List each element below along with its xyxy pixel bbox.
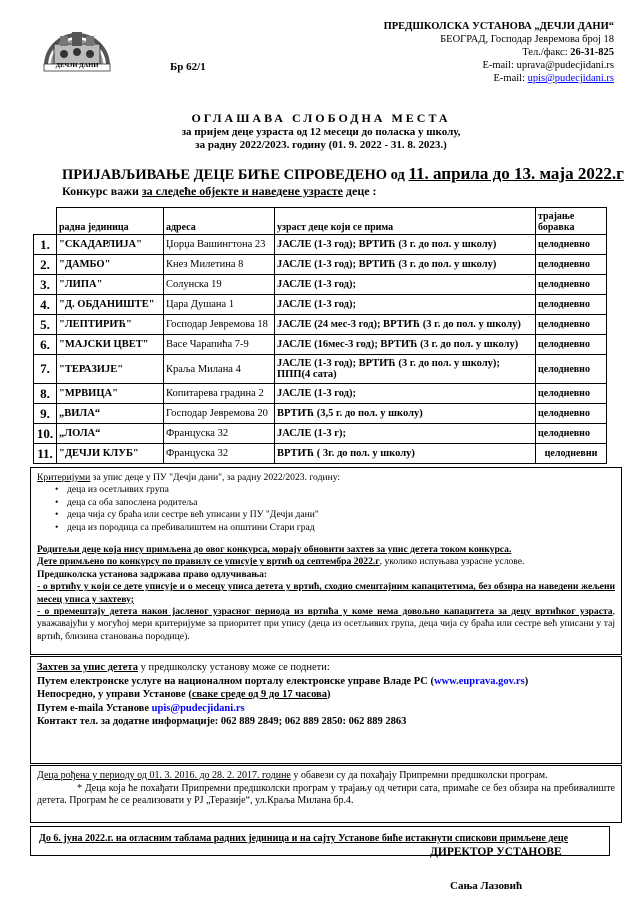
row-unit: „ВИЛА“ [57,404,164,424]
criteria-right-2-underlined: - о премештају детета након јасленог узрасног периода из вртића у коме нема довољно капацитета за децу вртићког узраста [37,606,613,618]
email1-address: uprava@pudecjidani.rs [516,60,614,71]
phone-line [384,46,614,59]
submission-title-rest: у предшколску установу може се поднети: [137,662,330,673]
table-header-unit: радна јединица [57,208,164,235]
row-unit: „ЛОЛА“ [57,424,164,444]
upis-email-link[interactable]: upis@pudecjidani.rs [151,702,245,714]
row-age: ЈАСЛЕ (1-3 г); [275,424,536,444]
table-row [34,235,607,255]
row-address: Господар Јевремова 18 [164,315,275,335]
row-age-line1: ЈАСЛЕ (1-3 год); ВРТИЋ (3 г. до пол. у школу); [277,358,500,369]
criteria-right-1 [37,581,615,606]
submission-line-contact: Контакт тел. за додатне информације: 062 889 2849; 062 889 2850: 062 889 2863 [37,716,407,727]
registration-period [62,164,624,184]
submission-line-email [37,702,615,716]
table-row [34,384,607,404]
table-row [34,255,607,275]
list-item: • деца из породица са пребивалиштем на општини Стари град [67,522,615,534]
row-duration: целодневно [536,424,607,444]
row-unit: "МРВИЦА" [57,384,164,404]
row-number: 3. [34,275,57,295]
row-number: 6. [34,335,57,355]
criteria-list [37,484,615,534]
row-number: 8. [34,384,57,404]
program-underlined: Деца рођена у периоду од 01. 3. 2016. до 28. 2. 2017. године [37,770,291,781]
registration-text: ПРИЈАВЉИВАЊЕ ДЕЦЕ БИЋЕ СПРОВЕДЕНО од [62,167,409,183]
criteria-right-2-rest: , уважавајући у могућој мери критеријуме за приоритет при упису (деца из осетљивих група, деца чија су браћа или сестре већ уписани у тај вртић, близина становања породице). [37,606,615,642]
row-duration: целодневно [536,355,607,384]
program-box [30,765,622,823]
table-header-address: адреса [164,208,275,235]
row-unit: "ДЕЧЈИ КЛУБ" [57,444,164,464]
portal-text: Путем електронске услуге на националном порталу електронске управе Владе РС ( [37,675,434,687]
row-age-line2: ППП(4 сата) [277,369,337,380]
row-age: ЈАСЛЕ (1-3 год); ВРТИЋ (3 г. до пол. у школу) [275,235,536,255]
row-address: Француска 32 [164,424,275,444]
row-duration: целодневно [536,384,607,404]
criteria-enrollment-underlined: Дете примљено по конкурсу по правилу се уписује у вртић од септембра 2022.г [37,556,380,568]
row-address: Француска 32 [164,444,275,464]
row-address: Цара Душана 1 [164,295,275,315]
table-row [34,315,607,335]
euprava-link[interactable]: www.euprava.gov.rs [433,675,525,687]
program-line1 [37,770,615,783]
row-number: 9. [34,404,57,424]
criteria-title [37,472,615,484]
logo-text: ДЕЧЈИ ДАНИ [55,62,99,69]
portal-end: ) [524,675,529,687]
row-unit: "Д. ОБДАНИШТЕ" [57,295,164,315]
row-age: ЈАСЛЕ (1-3 год); [275,295,536,315]
table-row [34,444,607,464]
page-title: ОГЛАШАВА СЛОБОДНА МЕСТА [191,111,451,125]
row-address: Господар Јевремова 20 [164,404,275,424]
subtitle-line2: за радну 2022/2023. годину (01. 9. 2022 - 31. 8. 2023.) [195,139,447,151]
row-unit: "ТЕРАЗИЈЕ" [57,355,164,384]
row-age: ЈАСЛЕ (24 мес-3 год); ВРТИЋ (3 г. до пол. у школу) [275,315,536,335]
criteria-right-1-text: - о вртићу у који се дете уписује и о месецу уписа детета у вртић, сходно смештајним капацитетима, без обзира на наведени жељени месец уписа у захтеву; [37,581,615,605]
row-duration: целодневно [536,235,607,255]
email1-line [384,59,614,72]
email1-label: E-mail: [482,60,517,71]
table-row [34,355,607,384]
table-header-age: узраст деце који се прима [275,208,536,235]
table-row [34,295,607,315]
row-number: 10. [34,424,57,444]
row-number: 11. [34,444,57,464]
submission-box [30,656,622,764]
criteria-box [30,467,622,655]
direct-end: ) [326,689,331,700]
table-header-duration: трајање боравка [536,208,607,235]
row-unit: "ЛИПА" [57,275,164,295]
criteria-renewal-text: Родитељи деце која нису примљена до овог конкурса, морају обновити захтев за упис детета током конкурса. [37,544,512,556]
row-age: ЈАСЛЕ (1-3 год); ВРТИЋ (3 г. до пол. у школу) [275,255,536,275]
table-row [34,404,607,424]
row-age-multiline [275,355,536,384]
row-address: Џорџа Вашингтона 23 [164,235,275,255]
row-address: Краља Милана 4 [164,355,275,384]
row-age: ВРТИЋ ( 3г. до пол. у школу) [275,444,536,464]
document-number: Бр 62/1 [170,61,206,73]
email2-link[interactable]: upis@pudecjidani.rs [527,73,614,84]
row-address: Копитарева градина 2 [164,384,275,404]
director-signature: Сања Лазовић [450,880,523,892]
subtitle-line1: за пријем деце узраста од 12 месеци до поласка у школу, [181,126,461,138]
criteria-right-2 [37,606,615,643]
program-rest: у обавези су да похађају Припремни предшколски програм. [290,770,548,781]
phone-number: 26-31-825 [570,47,614,58]
table-row [34,335,607,355]
criteria-title-underlined: Критеријуми [37,472,91,483]
program-line2: * Деца која ће похађати Припремни предшколски програм у трајању од четири сата, примаће се без обзира на пребивалиште детета. Програм ће се реализовати у РЈ „Теразије“, ул.Краља Милана бр.4. [37,782,615,806]
direct-hours: сваке среде од 9 до 17 часова [191,689,327,700]
row-number: 7. [34,355,57,384]
competition-prefix: Конкурс важи [62,184,142,198]
row-age: ЈАСЛЕ (1-3 год); [275,275,536,295]
table-row [34,424,607,444]
row-unit: "МАЈСКИ ЦВЕТ" [57,335,164,355]
row-unit: "ЛЕПТИРИЋ" [57,315,164,335]
criteria-rights: Предшколска установа задржава право одлучивања: [37,568,268,580]
row-age: ЈАСЛЕ (16мес-3 год); ВРТИЋ (3 г. до пол. у школу) [275,335,536,355]
submission-title [37,661,615,675]
table-header-row [34,208,607,235]
table-row [34,275,607,295]
submission-line-direct [37,688,615,702]
institution-header [384,20,614,85]
registration-dates: 11. априла до 13. маја 2022.г [408,164,624,183]
row-number: 5. [34,315,57,335]
row-duration: целодневно [536,315,607,335]
row-address: Солунска 19 [164,275,275,295]
table-header-empty [34,208,57,235]
list-item: • деца чија су браћа или сестре већ уписани у ПУ "Дечји дани" [67,509,615,521]
criteria-enrollment-rest: , уколико испуњава узрасне услове. [379,556,525,568]
direct-text: Непосредно, у управи Установе ( [37,689,192,700]
email2-line [384,72,614,85]
row-address: Васе Чарапића 7-9 [164,335,275,355]
row-duration: целодневни [536,444,607,464]
criteria-title-rest: за упис деце у ПУ "Дечји дани", за радну 2022/2023. годину: [90,472,341,483]
competition-suffix: деце : [342,184,377,198]
units-table [33,207,607,464]
submission-line-portal [37,675,615,689]
notice-underlined: До 6. јуна 2022.г. на огласним таблама радних јединица и на сајту Установе биће истакнути спискови примљене деце [39,833,569,844]
row-unit: "СКАДАРЛИЈА" [57,235,164,255]
submission-title-underlined: Захтев за упис детета [37,662,138,673]
criteria-renewal [37,544,615,556]
row-age: ВРТИЋ (3,5 г. до пол. у школу) [275,404,536,424]
institution-address: БЕОГРАД, Господар Јевремова број 18 [440,34,614,45]
email2-label: E-mail: [493,73,528,84]
row-number: 4. [34,295,57,315]
email-text: Путем e-maila Установе [37,702,152,714]
list-item: • деца са оба запослена родитеља [67,497,615,509]
row-number: 1. [34,235,57,255]
row-address: Кнез Милетина 8 [164,255,275,275]
row-duration: целодневно [536,255,607,275]
phone-label: Тел./факс: [522,47,571,58]
row-unit: "ДАМБО" [57,255,164,275]
row-number: 2. [34,255,57,275]
list-item: • деца из осетљивих група [67,484,615,496]
institution-name: ПРЕДШКОЛСКА УСТАНОВА „ДЕЧЈИ ДАНИ“ [383,21,614,32]
row-duration: целодневно [536,295,607,315]
competition-underlined: за следеће објекте и наведене узрасте [141,184,343,198]
logo [40,22,114,72]
competition-note [62,184,377,199]
director-title: ДИРЕКТОР УСТАНОВЕ [430,846,562,858]
row-duration: целодневно [536,335,607,355]
criteria-enrollment [37,556,615,568]
row-age: ЈАСЛЕ (1-3 год); [275,384,536,404]
row-duration: целодневно [536,404,607,424]
row-duration: целодневно [536,275,607,295]
